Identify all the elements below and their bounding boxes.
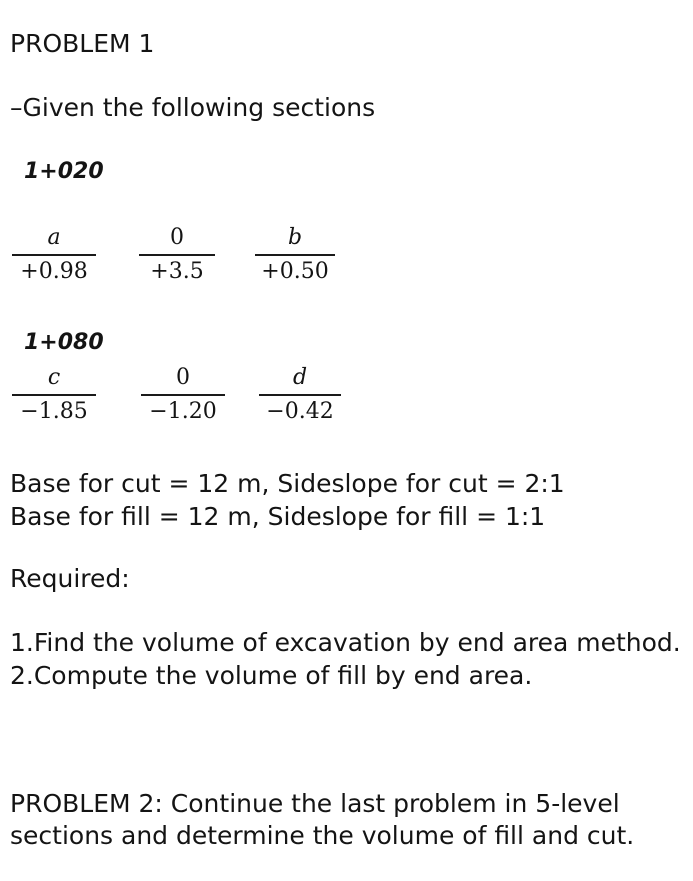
given-sections-intro: –Given the following sections [10, 93, 376, 122]
required-item: 2.Compute the volume of fill by end area. [10, 661, 533, 690]
fraction-bar [141, 394, 225, 396]
fraction-numerator: a [47, 225, 61, 250]
required-item: 1.Find the volume of excavation by end area method. [10, 628, 681, 657]
problem-2-text: sections and determine the volume of fill and cut. [10, 821, 635, 850]
fraction-denominator: +3.5 [150, 259, 204, 284]
problem-2-text: PROBLEM 2: Continue the last problem in 5-level [10, 789, 620, 818]
fraction-bar [12, 254, 96, 256]
fraction-numerator: b [287, 225, 303, 250]
cut-specification: Base for cut = 12 m, Sideslope for cut = 2:1 [10, 469, 565, 498]
fraction-bar [259, 394, 341, 396]
section-fraction [259, 364, 341, 428]
required-heading: Required: [10, 564, 130, 593]
section-fraction [139, 224, 215, 288]
section-fraction [255, 224, 335, 288]
station-label: 1+020 [24, 159, 104, 184]
fraction-numerator: d [292, 365, 308, 390]
fraction-bar [139, 254, 215, 256]
section-fraction [141, 364, 225, 428]
fraction-denominator: +0.50 [261, 259, 329, 284]
fill-specification: Base for fill = 12 m, Sideslope for fill = 1:1 [10, 502, 546, 531]
fraction-denominator: +0.98 [20, 259, 88, 284]
fraction-numerator: c [47, 365, 61, 390]
problem-1-title: PROBLEM 1 [10, 29, 155, 58]
section-fraction [12, 224, 96, 288]
fraction-numerator: 0 [176, 365, 190, 390]
fraction-bar [12, 394, 96, 396]
fraction-denominator: −1.85 [20, 399, 88, 424]
fraction-denominator: −1.20 [149, 399, 217, 424]
station-label: 1+080 [24, 330, 104, 355]
fraction-numerator: 0 [170, 225, 184, 250]
fraction-bar [255, 254, 335, 256]
fraction-denominator: −0.42 [266, 399, 334, 424]
section-fraction [12, 364, 96, 428]
